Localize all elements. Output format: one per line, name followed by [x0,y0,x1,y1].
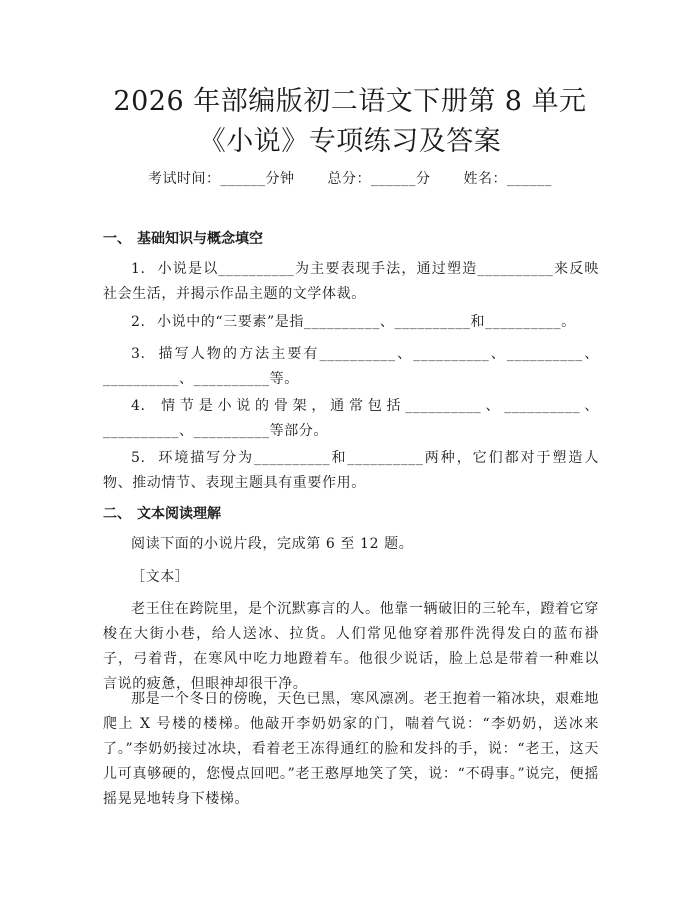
section-1-title: 基础知识与概念填空 [137,231,263,247]
section-1-number: 一、 [103,231,131,247]
exam-time: 考试时间：______分钟 [148,171,295,187]
section-2-heading [103,503,221,523]
student-name: 姓名：______ [463,171,552,187]
exam-score: 总分：______分 [327,171,431,187]
question-4 [103,394,599,444]
question-3 [103,342,599,392]
text-label: ［文本］ [131,569,190,585]
question-text: 小说是以__________为主要表现手法，通过塑造__________来反映社会生活，并揭示作品主题的文学体裁。 [103,261,599,302]
exam-info [0,168,700,188]
question-number: 4. [131,398,146,414]
question-text: 环境描写分为__________和__________两种，它们都对于塑造人物、推动情节、表现主题具有重要作用。 [103,450,599,491]
passage-paragraph-1: 老王住在跨院里，是个沉默寡言的人。他靠一辆破旧的三轮车，蹬着它穿梭在大街小巷，给人送冰、拉货。人们常见他穿着那件洗得发白的蓝布褂子，弓着背，在寒风中吃力地蹬着车。他很少说话，脸上总是带着一种难以言说的疲惫，但眼神却很干净。 [103,601,599,692]
question-number: 1. [131,261,146,277]
question-number: 5. [131,450,146,466]
section-2-title: 文本阅读理解 [137,506,221,522]
section-1-heading [103,228,263,248]
question-number: 2. [131,314,146,330]
document-title: 2026 年部编版初二语文下册第 8 单元《小说》专项练习及答案 [113,86,587,157]
question-text: 情节是小说的骨架，通常包括__________、__________、__________、__________等部分。 [103,398,599,439]
question-text: 描写人物的方法主要有__________、__________、__________、__________、__________等。 [103,346,599,387]
question-text: 小说中的“三要素”是指__________、__________和__________。 [157,314,576,330]
reading-intro: 阅读下面的小说片段，完成第 6 至 12 题。 [131,536,414,552]
question-5 [103,446,599,496]
section-2-number: 二、 [103,506,131,522]
question-number: 3. [131,346,146,362]
passage-paragraph-2: 那是一个冬日的傍晚，天色已黑，寒风凛冽。老王抱着一箱冰块，艰难地爬上 X 号楼的楼梯。他敲开李奶奶家的门，喘着气说：“李奶奶，送冰来了。”李奶奶接过冰块，看着老王冻得通红的脸和发抖的手，说：“老王，这天儿可真够硬的，您慢点回吧。”老王憨厚地笑了笑，说：“不碍事。”说完，便摇摇晃晃地转身下楼梯。 [103,691,599,807]
question-2 [103,310,599,335]
question-1 [103,257,599,307]
